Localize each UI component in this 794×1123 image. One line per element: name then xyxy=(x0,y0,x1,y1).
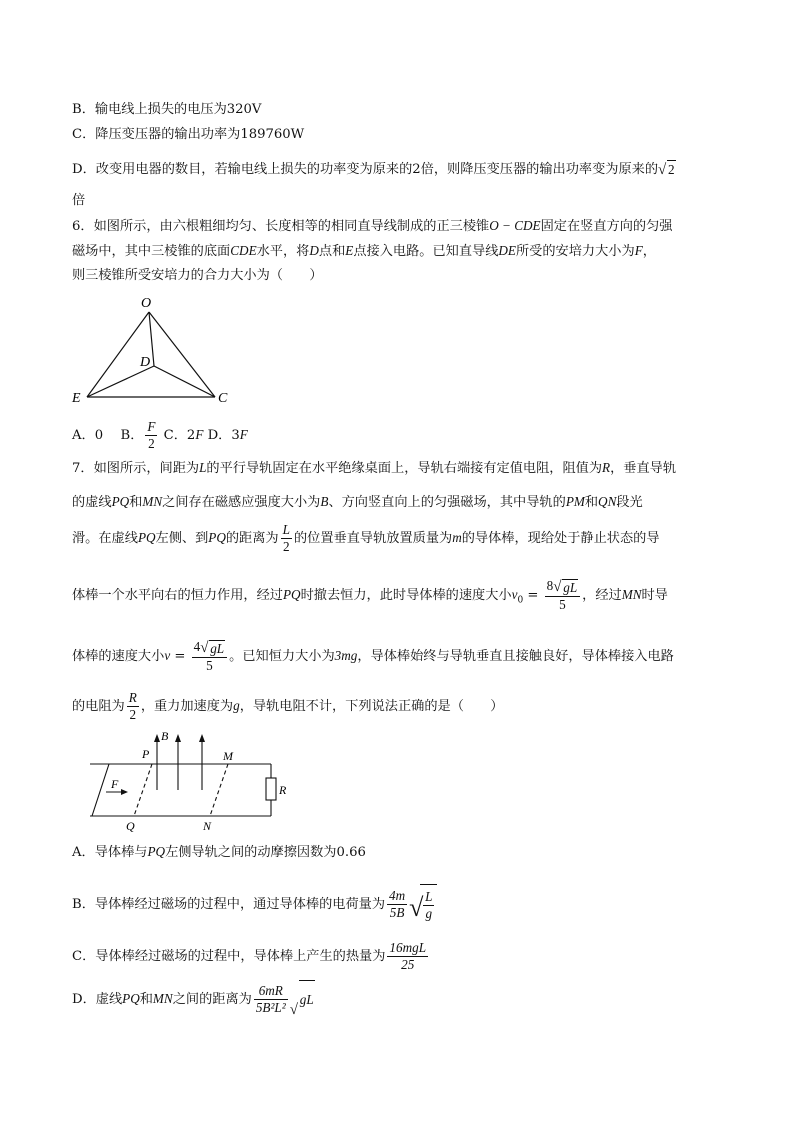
denominator: 5 xyxy=(206,657,213,673)
coefficient: 8 xyxy=(546,578,554,594)
denominator: 25 xyxy=(401,957,415,972)
label-m: M xyxy=(223,749,233,763)
q6-stem-line1 xyxy=(72,217,672,236)
text: 的电阻为 xyxy=(72,699,125,714)
math: F xyxy=(239,427,248,442)
math: v xyxy=(164,648,171,663)
q6-option-c: C．2 xyxy=(163,428,196,443)
math: PQ xyxy=(137,530,156,545)
denominator: 2 xyxy=(283,539,290,554)
numerator xyxy=(545,578,581,596)
q5-option-d-cont: 倍 xyxy=(72,193,86,208)
rail-figure xyxy=(86,726,286,832)
text: 和 xyxy=(584,495,599,510)
fraction-f-over-2 xyxy=(145,419,157,452)
denominator: 2 xyxy=(129,707,137,722)
text: 的虚线 xyxy=(72,495,112,510)
text: 的导体棒，现给处于静止状态的导 xyxy=(461,531,660,546)
math: m xyxy=(452,530,462,545)
fraction-6mr xyxy=(254,983,288,1016)
text: 水平，将 xyxy=(256,244,310,259)
edge-oc xyxy=(149,312,215,397)
text: = xyxy=(170,649,190,664)
fraction-l-over-2 xyxy=(281,522,292,555)
q7-stem-line2 xyxy=(72,493,643,512)
math: PQ xyxy=(122,991,140,1006)
math: R xyxy=(602,460,611,475)
text: 6．如图所示，由六根粗细均匀、长度相等的相同直导线制成的正三棱锥 xyxy=(72,219,490,234)
text: ， xyxy=(642,244,656,259)
label-n: N xyxy=(203,819,212,832)
q7-stem-line6 xyxy=(72,688,503,725)
math: QN xyxy=(598,494,617,509)
text: = xyxy=(523,588,543,603)
math: B xyxy=(320,494,329,509)
label-q: Q xyxy=(126,819,135,832)
math: PQ xyxy=(111,494,130,509)
math: g xyxy=(233,698,240,713)
text: ，重力加速度为 xyxy=(140,699,234,714)
label-p: P xyxy=(142,747,150,761)
label-c: C xyxy=(218,391,228,406)
coefficient: 4 xyxy=(193,639,201,655)
q6-option-b: B． xyxy=(120,428,144,443)
text: 左侧、到 xyxy=(155,531,209,546)
q6-stem-line3: 则三棱锥所受安培力的合力大小为（ ） xyxy=(72,268,323,283)
text: 、方向竖直向上的匀强磁场，其中导轨的 xyxy=(328,495,566,510)
text: 固定在竖直方向的匀强 xyxy=(540,219,673,234)
math: v xyxy=(511,587,518,602)
denominator: 5 xyxy=(559,596,566,612)
text: ，垂直导轨 xyxy=(610,461,677,476)
text: 体棒的速度大小 xyxy=(72,649,165,664)
label-f: F xyxy=(111,777,119,791)
numerator xyxy=(192,639,228,657)
text: ，导轨电阻不计，下列说法正确的是（ ） xyxy=(239,699,504,714)
q6-option-d: D．3 xyxy=(207,428,240,443)
arrow-head xyxy=(154,734,160,742)
label-r: R xyxy=(279,783,286,797)
resistor-icon xyxy=(266,778,276,800)
math: PM xyxy=(565,494,585,509)
fraction-v0 xyxy=(545,578,581,612)
text: 滑。在虚线 xyxy=(72,531,138,546)
math: F xyxy=(634,243,643,258)
text: 时导 xyxy=(641,588,668,603)
sqrt-gl: √ gL xyxy=(200,639,225,656)
text: A．导体棒与 xyxy=(72,845,148,860)
text: 之间的距离为 xyxy=(172,992,252,1007)
q7-option-d xyxy=(72,980,315,1019)
math: PQ xyxy=(147,844,166,859)
fraction-16mgl-25 xyxy=(387,940,428,973)
boundary-mn xyxy=(210,764,228,816)
text: 体棒一个水平向右的恒力作用，经过 xyxy=(72,588,283,603)
text: 之间存在磁感应强度大小为 xyxy=(162,495,321,510)
math: MN xyxy=(142,494,163,509)
edge-ed xyxy=(87,366,154,397)
math: E xyxy=(345,243,354,258)
math: DE xyxy=(498,243,516,258)
text: 所受的安培力大小为 xyxy=(516,244,635,259)
text: 的距离为 xyxy=(225,531,279,546)
fraction-4m-5b xyxy=(387,888,407,921)
sqrt-l-over-g: √ $\frac{L}{g}$ xyxy=(409,884,437,925)
fraction-r-over-2 xyxy=(127,690,139,723)
text: 7．如图所示，间距为 xyxy=(72,461,200,476)
text: 。已知恒力大小为 xyxy=(229,649,335,664)
math: O − CDE xyxy=(489,218,541,233)
q7-option-b xyxy=(72,884,437,925)
pyramid-figure xyxy=(70,292,240,410)
text: C．导体棒经过磁场的过程中，导体棒上产生的热量为 xyxy=(72,949,386,964)
q7-stem-line1 xyxy=(72,459,676,478)
denominator: 2 xyxy=(148,436,155,451)
fraction-v xyxy=(192,639,228,673)
math: L xyxy=(199,460,207,475)
arrow-head xyxy=(175,734,181,742)
text: 和 xyxy=(139,992,153,1007)
sqrt-2: √ 2 xyxy=(658,162,675,178)
q7-stem-line4 xyxy=(72,575,668,621)
text: 左侧导轨之间的动摩擦因数为0.66 xyxy=(165,845,366,860)
numerator: 16mgL xyxy=(389,940,427,955)
numerator: 6mR xyxy=(254,983,288,1000)
q6-option-a: A．0 xyxy=(72,428,104,443)
numerator: R xyxy=(128,690,137,705)
sqrt-gl: √ gL xyxy=(553,578,578,595)
boundary-pq xyxy=(134,764,152,816)
math: F xyxy=(195,427,204,442)
sqrt-radicand: 2 xyxy=(668,162,675,177)
q5-option-b: B．输电线上损失的电压为320V xyxy=(72,102,262,117)
math: CDE xyxy=(230,243,257,258)
math: PQ xyxy=(208,530,226,545)
text: 的位置垂直导轨放置质量为 xyxy=(293,531,453,546)
numerator: 4m xyxy=(389,888,406,903)
math: MN xyxy=(152,991,173,1006)
sqrt-radicand: gL xyxy=(563,579,578,595)
label-e: E xyxy=(72,391,81,406)
text: ，导体棒始终与导轨垂直且接触良好，导体棒接入电路 xyxy=(357,649,674,664)
q7-stem-line3 xyxy=(72,520,660,557)
edge-dc xyxy=(154,366,215,397)
fraction-l-over-g xyxy=(423,889,434,922)
text: 和 xyxy=(129,495,143,510)
numerator: L xyxy=(425,889,433,905)
text: 段光 xyxy=(616,495,643,510)
q7-stem-line5 xyxy=(72,636,674,677)
numerator: L xyxy=(282,522,290,537)
text: 磁场中，其中三棱锥的底面 xyxy=(72,244,231,259)
math: 3mg xyxy=(334,648,358,663)
q5-option-c: C．降压变压器的输出功率为189760W xyxy=(72,127,305,142)
q5-option-d xyxy=(72,160,676,179)
denominator: 5B²L² xyxy=(255,1000,286,1015)
math: MN xyxy=(621,587,642,602)
arrow-head xyxy=(121,789,128,795)
sqrt-gl: √ gL xyxy=(290,980,315,1019)
sqrt-radicand: gL xyxy=(210,640,225,656)
q5-option-d-text: D．改变用电器的数目，若输电线上损失的功率变为原来的2倍，则降压变压器的输出功率变为原来的 xyxy=(72,162,659,177)
text: D．虚线 xyxy=(72,992,123,1007)
sqrt-radicand: gL xyxy=(299,980,315,1019)
math: PQ xyxy=(283,587,301,602)
arrow-head xyxy=(199,734,205,742)
text: B．导体棒经过磁场的过程中，通过导体棒的电荷量为 xyxy=(72,897,386,912)
math: D xyxy=(309,243,319,258)
text: 点和 xyxy=(318,244,346,259)
q7-option-a xyxy=(72,843,366,862)
numerator: F xyxy=(147,419,156,434)
label-d: D xyxy=(140,355,151,370)
q6-stem-line2 xyxy=(72,242,656,261)
subscript: 0 xyxy=(517,595,524,606)
q6-options xyxy=(72,417,248,454)
conductor-rod xyxy=(92,764,109,816)
text: 点接入电路。已知直导线 xyxy=(353,244,499,259)
label-o: O xyxy=(141,296,152,311)
text: 的平行导轨固定在水平绝缘桌面上，导轨右端接有定值电阻，阻值为 xyxy=(206,461,603,476)
text: 时撤去恒力，此时导体棒的速度大小 xyxy=(300,588,512,603)
text: ，经过 xyxy=(582,588,622,603)
denominator: 5B xyxy=(389,905,405,920)
q7-option-c xyxy=(72,938,430,976)
denominator: g xyxy=(425,906,433,922)
label-b: B xyxy=(161,729,169,743)
